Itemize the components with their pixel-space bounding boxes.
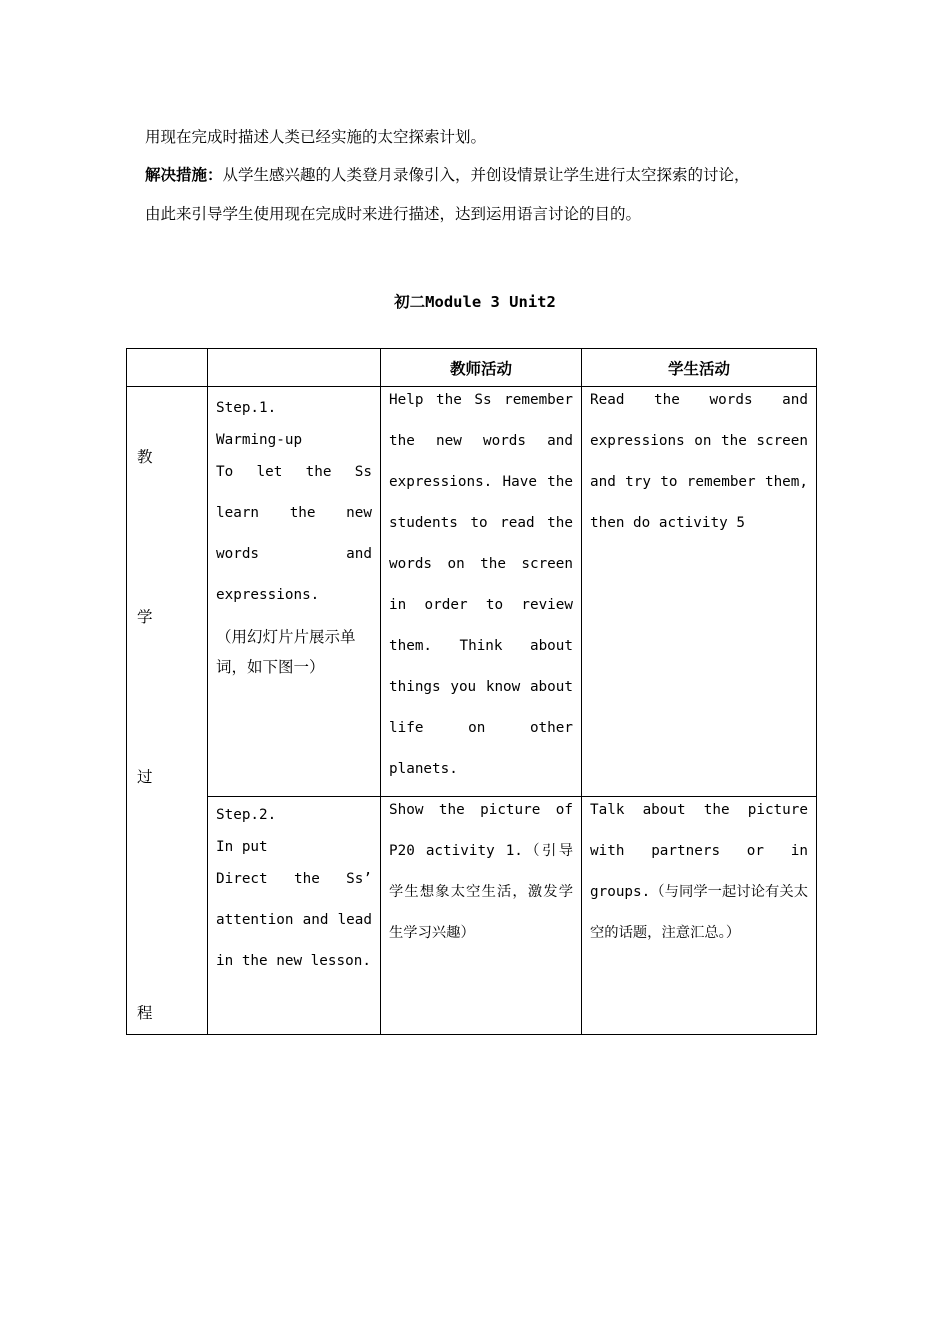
- student-activity-cell: [582, 797, 817, 1035]
- header-teacher-activity: 教师活动: [381, 349, 582, 387]
- teacher-activity-text: Help the Ss remember the new words and expressions. Have the students to read the words on the screen in order to review them. Think about things you know about life on other planets.: [389, 392, 573, 777]
- header-student-activity: 学生活动: [582, 349, 817, 387]
- step-note: （用幻灯片片展示单词，如下图一）: [216, 628, 356, 676]
- step-goal: To let the Ss learn the new words and expressions.: [216, 464, 372, 603]
- header-cell-empty-2: [208, 349, 381, 387]
- lesson-plan-table: [126, 348, 817, 1035]
- solution-label: 解决措施：: [145, 165, 223, 184]
- table-row: [127, 387, 817, 797]
- stage-char: 程: [137, 1004, 153, 1022]
- solution-text: 从学生感兴趣的人类登月录像引入，并创设情景让学生进行太空探索的讨论，: [222, 166, 750, 184]
- student-activity-cell: [582, 387, 817, 797]
- table-row: [127, 797, 817, 1035]
- teacher-activity-cell: [381, 797, 582, 1035]
- intro-line-1: 用现在完成时描述人类已经实施的太空探索计划。: [145, 128, 487, 146]
- intro-line-2: [145, 165, 825, 185]
- student-activity-text: Talk about the picture with partners or in groups.（与同学一起讨论有关太空的话题，注意汇总。）: [590, 802, 808, 941]
- step-label: Step.1.: [216, 400, 277, 416]
- teacher-activity-text: Show the picture of P20 activity 1.（引导学生想象太空生活，激发学生学习兴趣）: [389, 802, 573, 941]
- step-cell: [208, 797, 381, 1035]
- stage-char: 学: [137, 608, 153, 626]
- lesson-title: 初二Module 3 Unit2: [394, 293, 556, 311]
- step-cell: [208, 387, 381, 797]
- step-label: Step.2.: [216, 807, 277, 823]
- header-cell-empty-1: [127, 349, 208, 387]
- stage-char: 过: [137, 768, 153, 786]
- step-name: In put: [216, 839, 268, 855]
- step-name: Warming-up: [216, 432, 303, 448]
- teaching-process-cell: [127, 387, 208, 1035]
- step-goal: Direct the Ss’ attention and lead in the new lesson.: [216, 871, 372, 969]
- teacher-activity-cell: [381, 387, 582, 797]
- student-activity-text: Read the words and expressions on the screen and try to remember them, then do activity 5: [590, 392, 808, 531]
- stage-char: 教: [137, 448, 153, 466]
- intro-line-3: 由此来引导学生使用现在完成时来进行描述，达到运用语言讨论的目的。: [145, 205, 642, 223]
